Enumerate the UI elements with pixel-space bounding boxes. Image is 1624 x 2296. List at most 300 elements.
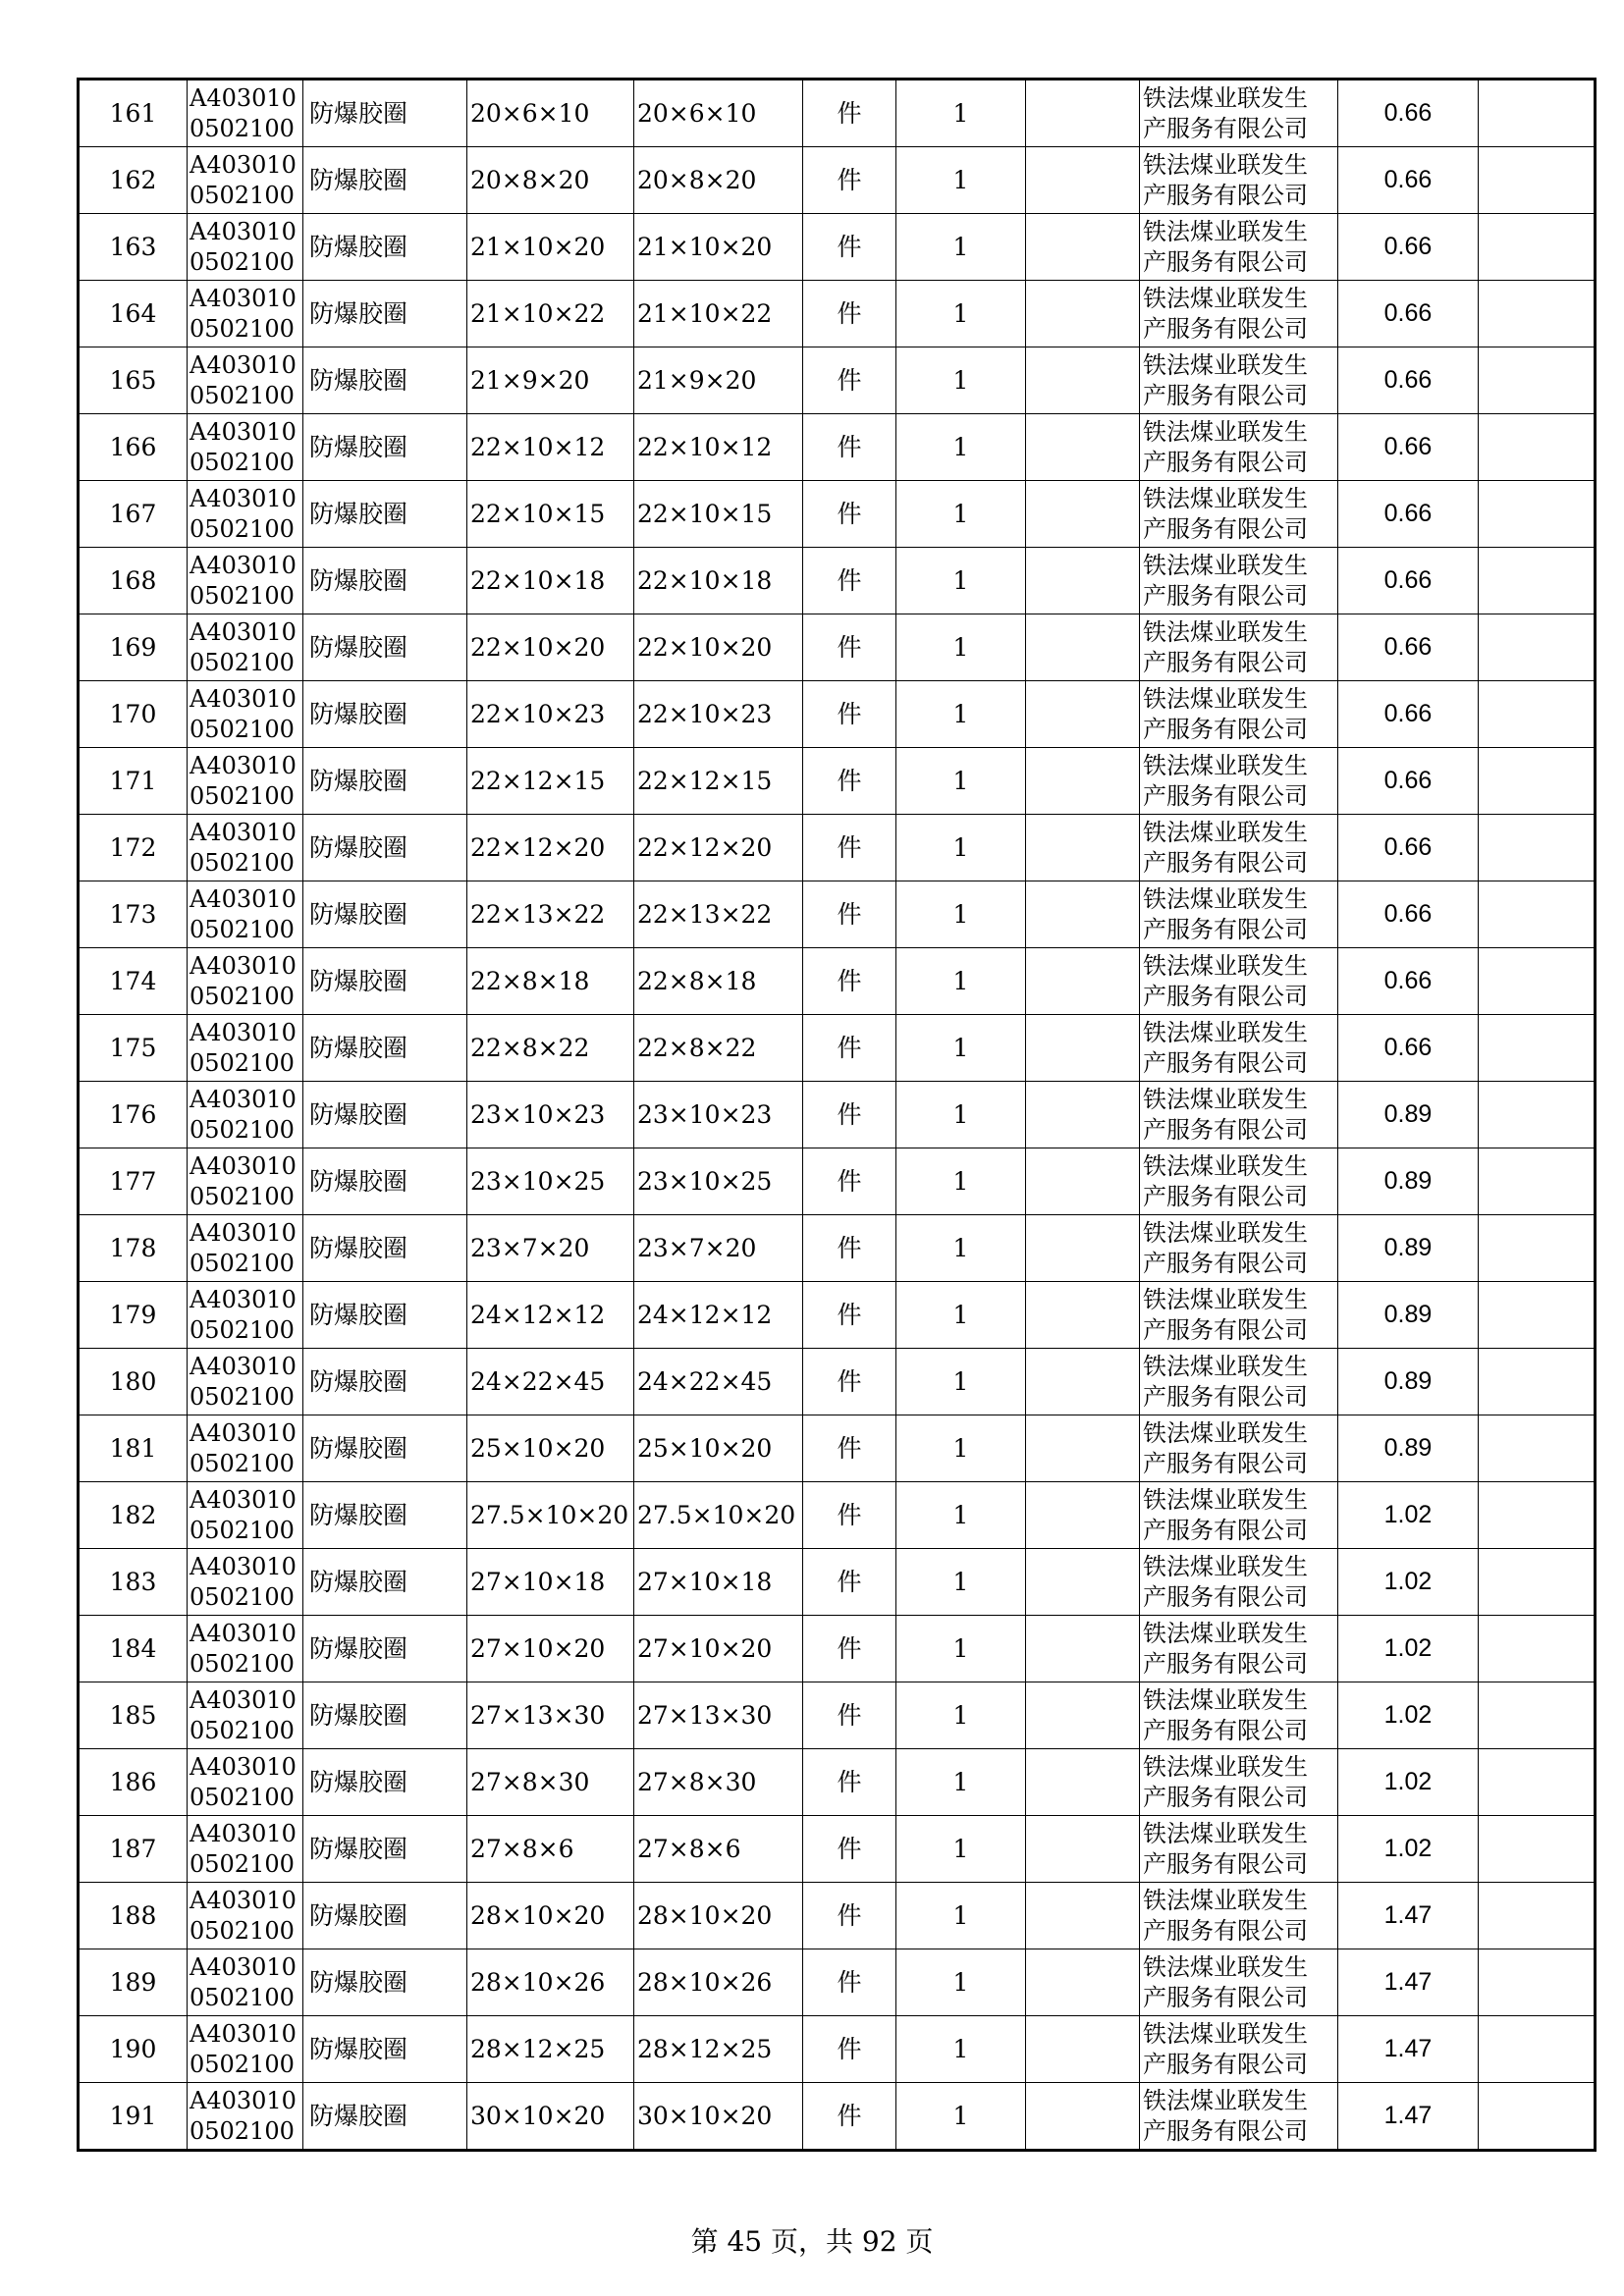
cell-blank: [1026, 1015, 1140, 1082]
cell-supplier-line: 铁法煤业联发生: [1143, 951, 1308, 980]
cell-material-code: [188, 1682, 303, 1749]
cell-spec: 22×8×22: [467, 1015, 634, 1082]
table-row: [79, 281, 1596, 347]
cell-material-code-line: A403010: [189, 818, 297, 846]
cell-remark: [1479, 1682, 1596, 1749]
cell-blank: [1026, 614, 1140, 681]
cell-unit-price: 0.66: [1338, 948, 1479, 1015]
cell-supplier-line: 产服务有限公司: [1143, 2050, 1308, 2078]
cell-blank: [1026, 414, 1140, 481]
cell-material-name: 防爆胶圈: [303, 1082, 467, 1148]
cell-supplier-line: 产服务有限公司: [1143, 1315, 1308, 1344]
cell-supplier: [1140, 147, 1338, 214]
cell-quantity: 1: [896, 748, 1026, 815]
cell-unit: 件: [803, 548, 896, 614]
page-footer: 第 45 页，共 92 页: [690, 2225, 934, 2258]
cell-supplier-line: 产服务有限公司: [1143, 2116, 1308, 2145]
cell-material-code-line: 0502100: [189, 114, 295, 142]
cell-material-code-line: A403010: [189, 1619, 297, 1647]
cell-unit: 件: [803, 414, 896, 481]
cell-material-code: [188, 1148, 303, 1215]
cell-unit-price: 0.66: [1338, 815, 1479, 881]
cell-quantity: 1: [896, 281, 1026, 347]
table-row: [79, 2083, 1596, 2151]
cell-material-code-line: A403010: [189, 1752, 297, 1781]
cell-material-code: [188, 2016, 303, 2083]
cell-remark: [1479, 1015, 1596, 1082]
cell-supplier: [1140, 1482, 1338, 1549]
cell-supplier-line: 产服务有限公司: [1143, 848, 1308, 877]
cell-supplier-line: 铁法煤业联发生: [1143, 684, 1308, 713]
cell-blank: [1026, 1415, 1140, 1482]
cell-seq-no: 179: [79, 1282, 188, 1349]
cell-supplier: [1140, 1082, 1338, 1148]
cell-supplier: [1140, 1949, 1338, 2016]
cell-unit: 件: [803, 80, 896, 147]
cell-supplier: [1140, 414, 1338, 481]
cell-spec: 22×10×20: [467, 614, 634, 681]
table-row: [79, 1949, 1596, 2016]
cell-quantity: 1: [896, 1883, 1026, 1949]
cell-supplier-line: 铁法煤业联发生: [1143, 417, 1308, 446]
cell-supplier-line: 铁法煤业联发生: [1143, 617, 1308, 646]
cell-unit: 件: [803, 281, 896, 347]
cell-supplier-line: 产服务有限公司: [1143, 1182, 1308, 1210]
cell-quantity: 1: [896, 2016, 1026, 2083]
cell-spec: 24×22×45: [467, 1349, 634, 1415]
cell-quantity: 1: [896, 1482, 1026, 1549]
cell-supplier: [1140, 1415, 1338, 1482]
cell-material-code-line: A403010: [189, 1418, 297, 1447]
cell-material-code: [188, 1949, 303, 2016]
cell-spec: 21×10×20: [467, 214, 634, 281]
cell-seq-no: 170: [79, 681, 188, 748]
cell-quantity: 1: [896, 414, 1026, 481]
cell-seq-no: 190: [79, 2016, 188, 2083]
cell-material-name: 防爆胶圈: [303, 948, 467, 1015]
cell-supplier: [1140, 1549, 1338, 1616]
cell-quantity: 1: [896, 548, 1026, 614]
cell-spec: 22×10×15: [467, 481, 634, 548]
cell-spec: 22×10×18: [467, 548, 634, 614]
cell-supplier-line: 铁法煤业联发生: [1143, 1085, 1308, 1113]
cell-material-name: 防爆胶圈: [303, 1949, 467, 2016]
cell-quantity: 1: [896, 1749, 1026, 1816]
cell-unit-price: 1.02: [1338, 1482, 1479, 1549]
cell-material-code: [188, 1282, 303, 1349]
cell-material-code-line: A403010: [189, 884, 297, 913]
cell-supplier-line: 产服务有限公司: [1143, 381, 1308, 409]
cell-remark: [1479, 1883, 1596, 1949]
cell-material-name: 防爆胶圈: [303, 1015, 467, 1082]
cell-quantity: 1: [896, 1949, 1026, 2016]
table-row: [79, 1682, 1596, 1749]
cell-supplier: [1140, 881, 1338, 948]
cell-material-name: 防爆胶圈: [303, 347, 467, 414]
table-row: [79, 1816, 1596, 1883]
cell-supplier-line: 产服务有限公司: [1143, 1649, 1308, 1678]
cell-spec: 22×10×12: [467, 414, 634, 481]
cell-supplier: [1140, 1749, 1338, 1816]
cell-supplier: [1140, 1282, 1338, 1349]
cell-unit: 件: [803, 1816, 896, 1883]
cell-material-code-line: 0502100: [189, 915, 295, 943]
cell-unit-price: 0.89: [1338, 1082, 1479, 1148]
cell-model: 23×10×23: [634, 1082, 803, 1148]
cell-material-code-line: A403010: [189, 1285, 297, 1313]
table-row: [79, 347, 1596, 414]
cell-remark: [1479, 1215, 1596, 1282]
cell-remark: [1479, 147, 1596, 214]
table-row: [79, 214, 1596, 281]
cell-spec: 22×12×20: [467, 815, 634, 881]
cell-supplier-line: 铁法煤业联发生: [1143, 1752, 1308, 1781]
cell-material-code-line: 0502100: [189, 1916, 295, 1945]
table-row: [79, 80, 1596, 147]
cell-supplier: [1140, 1148, 1338, 1215]
cell-unit: 件: [803, 1148, 896, 1215]
cell-unit: 件: [803, 1682, 896, 1749]
cell-supplier-line: 铁法煤业联发生: [1143, 1285, 1308, 1313]
cell-supplier: [1140, 80, 1338, 147]
cell-seq-no: 182: [79, 1482, 188, 1549]
cell-remark: [1479, 481, 1596, 548]
cell-material-code-line: 0502100: [189, 381, 295, 409]
cell-material-code-line: A403010: [189, 284, 297, 312]
cell-unit: 件: [803, 1282, 896, 1349]
table-row: [79, 1349, 1596, 1415]
cell-model: 22×10×23: [634, 681, 803, 748]
cell-model: 22×13×22: [634, 881, 803, 948]
cell-supplier-line: 铁法煤业联发生: [1143, 1886, 1308, 1914]
cell-remark: [1479, 2016, 1596, 2083]
cell-unit-price: 1.02: [1338, 1749, 1479, 1816]
cell-material-code: [188, 1549, 303, 1616]
cell-material-code-line: 0502100: [189, 715, 295, 743]
cell-supplier: [1140, 614, 1338, 681]
cell-material-code-line: A403010: [189, 417, 297, 446]
cell-unit: 件: [803, 815, 896, 881]
cell-model: 21×9×20: [634, 347, 803, 414]
cell-unit: 件: [803, 1616, 896, 1682]
items-table: [77, 78, 1597, 2152]
cell-supplier-line: 产服务有限公司: [1143, 1849, 1308, 1878]
cell-supplier-line: 产服务有限公司: [1143, 514, 1308, 543]
cell-material-code-line: A403010: [189, 350, 297, 379]
cell-unit: 件: [803, 748, 896, 815]
cell-supplier-line: 产服务有限公司: [1143, 1516, 1308, 1544]
cell-material-code-line: 0502100: [189, 2116, 295, 2145]
cell-model: 22×10×15: [634, 481, 803, 548]
cell-quantity: 1: [896, 1549, 1026, 1616]
cell-quantity: 1: [896, 2083, 1026, 2151]
cell-model: 27.5×10×20: [634, 1482, 803, 1549]
cell-spec: 23×10×25: [467, 1148, 634, 1215]
cell-material-code-line: A403010: [189, 684, 297, 713]
cell-material-code-line: 0502100: [189, 1249, 295, 1277]
cell-model: 20×8×20: [634, 147, 803, 214]
table-row: [79, 1883, 1596, 1949]
cell-unit-price: 0.89: [1338, 1282, 1479, 1349]
cell-material-code: [188, 1883, 303, 1949]
cell-seq-no: 172: [79, 815, 188, 881]
cell-material-name: 防爆胶圈: [303, 548, 467, 614]
cell-model: 27×8×30: [634, 1749, 803, 1816]
cell-material-code: [188, 281, 303, 347]
cell-material-code-line: A403010: [189, 551, 297, 579]
cell-blank: [1026, 1749, 1140, 1816]
cell-seq-no: 169: [79, 614, 188, 681]
cell-seq-no: 168: [79, 548, 188, 614]
cell-material-code-line: 0502100: [189, 314, 295, 343]
cell-spec: 28×10×26: [467, 1949, 634, 2016]
cell-seq-no: 162: [79, 147, 188, 214]
cell-supplier: [1140, 481, 1338, 548]
cell-supplier-line: 产服务有限公司: [1143, 181, 1308, 209]
cell-unit: 件: [803, 1015, 896, 1082]
cell-seq-no: 184: [79, 1616, 188, 1682]
cell-spec: 27×13×30: [467, 1682, 634, 1749]
cell-material-name: 防爆胶圈: [303, 1349, 467, 1415]
cell-quantity: 1: [896, 1682, 1026, 1749]
cell-unit: 件: [803, 147, 896, 214]
cell-unit: 件: [803, 1549, 896, 1616]
cell-model: 21×10×20: [634, 214, 803, 281]
cell-supplier-line: 产服务有限公司: [1143, 314, 1308, 343]
table-row: [79, 881, 1596, 948]
cell-unit: 件: [803, 1415, 896, 1482]
cell-unit-price: 0.66: [1338, 214, 1479, 281]
cell-material-code-line: A403010: [189, 1018, 297, 1046]
cell-material-name: 防爆胶圈: [303, 1682, 467, 1749]
cell-material-code-line: A403010: [189, 1085, 297, 1113]
cell-material-code-line: A403010: [189, 1151, 297, 1180]
cell-material-code-line: A403010: [189, 150, 297, 179]
cell-material-name: 防爆胶圈: [303, 481, 467, 548]
table-row: [79, 815, 1596, 881]
cell-model: 27×10×20: [634, 1616, 803, 1682]
cell-material-code-line: 0502100: [189, 1983, 295, 2011]
cell-model: 22×10×20: [634, 614, 803, 681]
cell-material-name: 防爆胶圈: [303, 1482, 467, 1549]
cell-seq-no: 181: [79, 1415, 188, 1482]
cell-supplier: [1140, 1215, 1338, 1282]
cell-supplier: [1140, 1682, 1338, 1749]
cell-model: 22×10×18: [634, 548, 803, 614]
cell-quantity: 1: [896, 80, 1026, 147]
cell-supplier-line: 铁法煤业联发生: [1143, 284, 1308, 312]
cell-blank: [1026, 1349, 1140, 1415]
cell-seq-no: 175: [79, 1015, 188, 1082]
cell-material-code-line: 0502100: [189, 247, 295, 276]
table-row: [79, 748, 1596, 815]
cell-unit: 件: [803, 1749, 896, 1816]
cell-material-name: 防爆胶圈: [303, 1549, 467, 1616]
cell-supplier: [1140, 948, 1338, 1015]
cell-supplier: [1140, 815, 1338, 881]
cell-material-name: 防爆胶圈: [303, 281, 467, 347]
cell-blank: [1026, 481, 1140, 548]
cell-unit: 件: [803, 481, 896, 548]
cell-model: 28×10×26: [634, 1949, 803, 2016]
cell-model: 24×12×12: [634, 1282, 803, 1349]
cell-material-code-line: 0502100: [189, 1783, 295, 1811]
cell-model: 27×10×18: [634, 1549, 803, 1616]
cell-model: 22×8×22: [634, 1015, 803, 1082]
cell-blank: [1026, 681, 1140, 748]
cell-unit-price: 1.47: [1338, 2083, 1479, 2151]
cell-supplier: [1140, 748, 1338, 815]
cell-model: 22×12×20: [634, 815, 803, 881]
cell-supplier-line: 产服务有限公司: [1143, 114, 1308, 142]
cell-spec: 24×12×12: [467, 1282, 634, 1349]
cell-material-code-line: A403010: [189, 1952, 297, 1981]
cell-quantity: 1: [896, 1215, 1026, 1282]
cell-unit: 件: [803, 948, 896, 1015]
cell-quantity: 1: [896, 1015, 1026, 1082]
cell-material-code-line: A403010: [189, 2019, 297, 2048]
cell-spec: 23×7×20: [467, 1215, 634, 1282]
cell-unit-price: 0.89: [1338, 1349, 1479, 1415]
cell-remark: [1479, 548, 1596, 614]
cell-material-code-line: 0502100: [189, 448, 295, 476]
cell-material-code-line: 0502100: [189, 781, 295, 810]
table-row: [79, 681, 1596, 748]
cell-blank: [1026, 147, 1140, 214]
cell-material-code-line: 0502100: [189, 1649, 295, 1678]
cell-spec: 21×9×20: [467, 347, 634, 414]
cell-blank: [1026, 1682, 1140, 1749]
cell-material-code: [188, 1616, 303, 1682]
cell-remark: [1479, 1549, 1596, 1616]
cell-material-code-line: 0502100: [189, 1716, 295, 1744]
cell-unit-price: 1.02: [1338, 1549, 1479, 1616]
cell-seq-no: 186: [79, 1749, 188, 1816]
cell-quantity: 1: [896, 1415, 1026, 1482]
cell-seq-no: 163: [79, 214, 188, 281]
cell-unit-price: 1.02: [1338, 1616, 1479, 1682]
cell-material-name: 防爆胶圈: [303, 1749, 467, 1816]
cell-material-name: 防爆胶圈: [303, 214, 467, 281]
cell-material-name: 防爆胶圈: [303, 1215, 467, 1282]
cell-remark: [1479, 1148, 1596, 1215]
cell-remark: [1479, 1749, 1596, 1816]
cell-spec: 27×8×30: [467, 1749, 634, 1816]
cell-supplier-line: 产服务有限公司: [1143, 1582, 1308, 1611]
cell-unit-price: 1.02: [1338, 1682, 1479, 1749]
cell-supplier-line: 铁法煤业联发生: [1143, 2019, 1308, 2048]
table-row: [79, 147, 1596, 214]
cell-blank: [1026, 1949, 1140, 2016]
cell-supplier: [1140, 2083, 1338, 2151]
cell-quantity: 1: [896, 347, 1026, 414]
cell-supplier-line: 铁法煤业联发生: [1143, 2086, 1308, 2114]
cell-material-name: 防爆胶圈: [303, 2016, 467, 2083]
cell-remark: [1479, 881, 1596, 948]
cell-unit: 件: [803, 1215, 896, 1282]
cell-blank: [1026, 1549, 1140, 1616]
cell-supplier-line: 产服务有限公司: [1143, 581, 1308, 610]
cell-model: 23×7×20: [634, 1215, 803, 1282]
cell-supplier-line: 铁法煤业联发生: [1143, 818, 1308, 846]
cell-unit-price: 1.02: [1338, 1816, 1479, 1883]
cell-remark: [1479, 80, 1596, 147]
cell-material-code-line: A403010: [189, 217, 297, 245]
cell-supplier-line: 铁法煤业联发生: [1143, 884, 1308, 913]
cell-supplier-line: 铁法煤业联发生: [1143, 1218, 1308, 1247]
cell-unit: 件: [803, 1482, 896, 1549]
cell-supplier: [1140, 2016, 1338, 2083]
cell-material-code: [188, 481, 303, 548]
cell-supplier-line: 铁法煤业联发生: [1143, 1151, 1308, 1180]
cell-blank: [1026, 881, 1140, 948]
cell-unit-price: 0.66: [1338, 80, 1479, 147]
cell-spec: 27.5×10×20: [467, 1482, 634, 1549]
table-row: [79, 1549, 1596, 1616]
cell-seq-no: 167: [79, 481, 188, 548]
cell-remark: [1479, 681, 1596, 748]
cell-supplier-line: 铁法煤业联发生: [1143, 83, 1308, 112]
cell-blank: [1026, 1082, 1140, 1148]
cell-model: 27×13×30: [634, 1682, 803, 1749]
cell-supplier-line: 铁法煤业联发生: [1143, 484, 1308, 512]
cell-material-code-line: 0502100: [189, 514, 295, 543]
cell-unit: 件: [803, 1082, 896, 1148]
table-row: [79, 1616, 1596, 1682]
cell-unit-price: 0.66: [1338, 481, 1479, 548]
cell-material-code-line: A403010: [189, 1352, 297, 1380]
cell-material-code: [188, 1482, 303, 1549]
cell-seq-no: 173: [79, 881, 188, 948]
cell-spec: 27×8×6: [467, 1816, 634, 1883]
cell-spec: 22×10×23: [467, 681, 634, 748]
cell-seq-no: 171: [79, 748, 188, 815]
cell-blank: [1026, 2016, 1140, 2083]
cell-remark: [1479, 815, 1596, 881]
cell-spec: 20×8×20: [467, 147, 634, 214]
cell-supplier-line: 铁法煤业联发生: [1143, 1619, 1308, 1647]
cell-supplier: [1140, 1816, 1338, 1883]
cell-supplier: [1140, 1015, 1338, 1082]
cell-blank: [1026, 1883, 1140, 1949]
cell-remark: [1479, 1415, 1596, 1482]
cell-unit: 件: [803, 1883, 896, 1949]
cell-material-code: [188, 1349, 303, 1415]
cell-supplier-line: 铁法煤业联发生: [1143, 1352, 1308, 1380]
cell-material-code: [188, 2083, 303, 2151]
cell-material-name: 防爆胶圈: [303, 748, 467, 815]
cell-unit-price: 0.89: [1338, 1415, 1479, 1482]
cell-material-code: [188, 948, 303, 1015]
cell-blank: [1026, 2083, 1140, 2151]
cell-supplier-line: 铁法煤业联发生: [1143, 751, 1308, 779]
cell-material-name: 防爆胶圈: [303, 1616, 467, 1682]
cell-material-name: 防爆胶圈: [303, 147, 467, 214]
cell-material-code-line: A403010: [189, 484, 297, 512]
cell-unit-price: 0.66: [1338, 614, 1479, 681]
table-row: [79, 1482, 1596, 1549]
cell-unit-price: 0.66: [1338, 414, 1479, 481]
cell-supplier: [1140, 281, 1338, 347]
cell-material-code: [188, 1415, 303, 1482]
cell-supplier-line: 产服务有限公司: [1143, 982, 1308, 1010]
cell-material-code-line: A403010: [189, 1552, 297, 1580]
cell-unit-price: 0.89: [1338, 1215, 1479, 1282]
cell-material-code: [188, 1816, 303, 1883]
cell-spec: 20×6×10: [467, 80, 634, 147]
cell-spec: 25×10×20: [467, 1415, 634, 1482]
cell-spec: 23×10×23: [467, 1082, 634, 1148]
